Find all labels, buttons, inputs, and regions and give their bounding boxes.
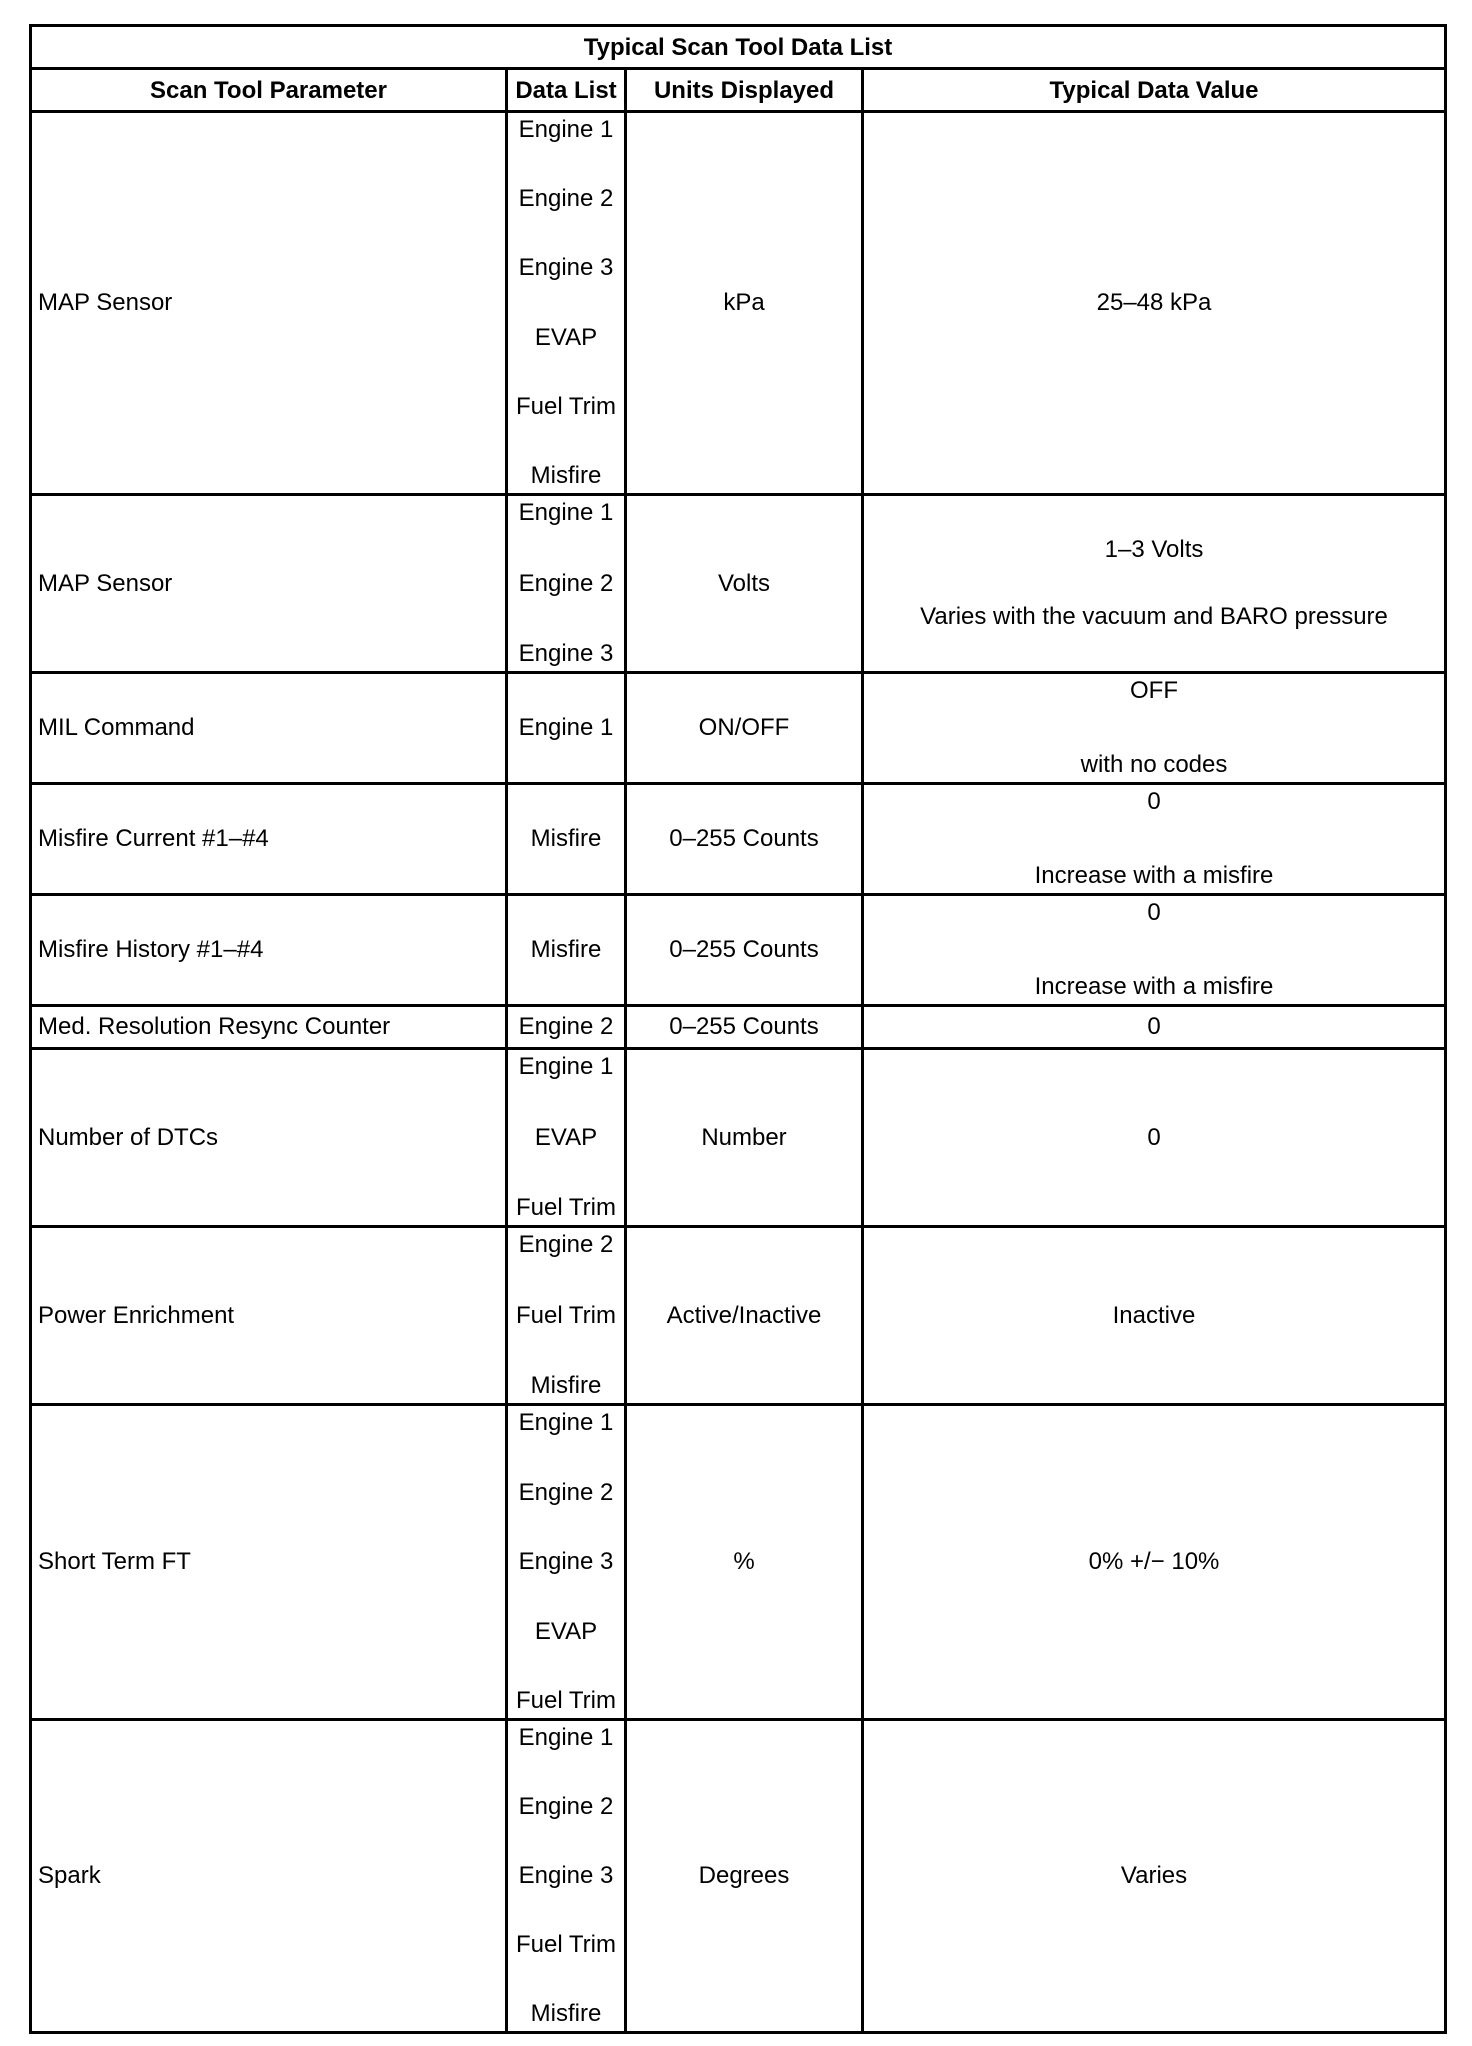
cell-data-list xyxy=(507,1006,626,1049)
table-row xyxy=(31,1227,1446,1405)
cell-typical-data-value xyxy=(863,673,1446,784)
header-units-displayed: Units Displayed xyxy=(626,69,863,112)
data-list-item: Engine 1 xyxy=(518,499,614,526)
typical-value-line: 0 xyxy=(1147,899,1161,926)
data-list-item: Engine 1 xyxy=(518,1409,614,1436)
typical-value-line: with no codes xyxy=(1080,751,1228,778)
typical-value-line: 0 xyxy=(1147,788,1161,815)
cell-scan-tool-parameter: Med. Resolution Resync Counter xyxy=(31,1006,507,1049)
data-list-item: Engine 3 xyxy=(518,640,614,667)
header-data-list: Data List xyxy=(507,69,626,112)
table-row xyxy=(31,784,1446,895)
table-row xyxy=(31,1720,1446,2033)
data-list-item: Engine 1 xyxy=(518,1053,614,1080)
data-list-item: Misfire xyxy=(530,1372,602,1399)
scan-tool-data-table xyxy=(29,24,1447,2034)
data-list-item: Engine 2 xyxy=(518,1793,614,1820)
table-row xyxy=(31,1405,1446,1720)
table-row xyxy=(31,1049,1446,1227)
cell-scan-tool-parameter: Number of DTCs xyxy=(31,1049,507,1227)
data-list-item: Engine 1 xyxy=(518,714,614,741)
cell-units-displayed: kPa xyxy=(626,112,863,495)
cell-scan-tool-parameter: Misfire History #1–#4 xyxy=(31,895,507,1006)
cell-units-displayed: Degrees xyxy=(626,1720,863,2033)
table-row xyxy=(31,673,1446,784)
typical-value-line: 1–3 Volts xyxy=(1104,536,1204,564)
data-list-item: EVAP xyxy=(534,1123,598,1151)
cell-units-displayed: 0–255 Counts xyxy=(626,895,863,1006)
table-row xyxy=(31,895,1446,1006)
cell-data-list xyxy=(507,1049,626,1227)
data-list-item: Misfire xyxy=(530,2000,602,2027)
cell-typical-data-value xyxy=(863,112,1446,495)
cell-data-list xyxy=(507,1227,626,1405)
cell-scan-tool-parameter: MAP Sensor xyxy=(31,495,507,673)
cell-scan-tool-parameter: Power Enrichment xyxy=(31,1227,507,1405)
data-list-item: Misfire xyxy=(530,825,602,852)
cell-data-list xyxy=(507,495,626,673)
cell-units-displayed: Number xyxy=(626,1049,863,1227)
cell-scan-tool-parameter: Short Term FT xyxy=(31,1405,507,1720)
typical-value-line: 0% +/− 10% xyxy=(1088,1548,1220,1575)
header-typical-data-value: Typical Data Value xyxy=(863,69,1446,112)
typical-value-line: OFF xyxy=(1130,677,1178,704)
cell-units-displayed: Active/Inactive xyxy=(626,1227,863,1405)
typical-value-line: Increase with a misfire xyxy=(1034,973,1274,1000)
table-body xyxy=(31,112,1446,2033)
typical-value-line: 0 xyxy=(1147,1123,1161,1151)
cell-scan-tool-parameter: Misfire Current #1–#4 xyxy=(31,784,507,895)
typical-value-line: Inactive xyxy=(1112,1301,1196,1329)
cell-scan-tool-parameter: MIL Command xyxy=(31,673,507,784)
data-list-item: EVAP xyxy=(534,323,598,351)
data-list-item: Engine 2 xyxy=(518,1478,614,1506)
cell-scan-tool-parameter: MAP Sensor xyxy=(31,112,507,495)
data-list-item: Misfire xyxy=(530,936,602,963)
cell-data-list xyxy=(507,895,626,1006)
cell-typical-data-value xyxy=(863,895,1446,1006)
cell-units-displayed: Volts xyxy=(626,495,863,673)
typical-value-line: Varies xyxy=(1120,1862,1188,1889)
data-list-item: Fuel Trim xyxy=(515,392,616,420)
cell-typical-data-value xyxy=(863,495,1446,673)
data-list-item: Fuel Trim xyxy=(515,1194,616,1221)
cell-typical-data-value xyxy=(863,1720,1446,2033)
cell-typical-data-value xyxy=(863,1006,1446,1049)
scan-tool-data-sheet xyxy=(29,24,1444,2034)
cell-data-list xyxy=(507,784,626,895)
table-row xyxy=(31,112,1446,495)
data-list-item: Engine 1 xyxy=(518,116,614,143)
header-scan-tool-parameter: Scan Tool Parameter xyxy=(31,69,507,112)
data-list-item: Fuel Trim xyxy=(515,1687,616,1714)
data-list-item: Engine 2 xyxy=(518,1231,614,1258)
cell-units-displayed: 0–255 Counts xyxy=(626,784,863,895)
data-list-item: Engine 3 xyxy=(518,254,614,282)
data-list-item: Engine 1 xyxy=(518,1724,614,1751)
cell-data-list xyxy=(507,1405,626,1720)
data-list-item: Fuel Trim xyxy=(515,1931,616,1958)
cell-typical-data-value xyxy=(863,1405,1446,1720)
cell-units-displayed: ON/OFF xyxy=(626,673,863,784)
data-list-item: Fuel Trim xyxy=(515,1301,616,1329)
cell-typical-data-value xyxy=(863,784,1446,895)
data-list-item: Engine 3 xyxy=(518,1862,614,1889)
cell-units-displayed: % xyxy=(626,1405,863,1720)
table-title: Typical Scan Tool Data List xyxy=(31,26,1446,69)
cell-typical-data-value xyxy=(863,1049,1446,1227)
typical-value-line: 25–48 kPa xyxy=(1096,289,1212,316)
data-list-item: Engine 3 xyxy=(518,1548,614,1575)
typical-value-line: Increase with a misfire xyxy=(1034,862,1274,889)
cell-units-displayed: 0–255 Counts xyxy=(626,1006,863,1049)
cell-data-list xyxy=(507,1720,626,2033)
table-row xyxy=(31,1006,1446,1049)
cell-scan-tool-parameter: Spark xyxy=(31,1720,507,2033)
data-list-item: Engine 2 xyxy=(518,1013,614,1040)
data-list-item: Engine 2 xyxy=(518,185,614,213)
typical-value-line: Varies with the vacuum and BARO pressure xyxy=(920,602,1388,630)
table-row xyxy=(31,495,1446,673)
data-list-item: Misfire xyxy=(530,461,602,489)
cell-data-list xyxy=(507,673,626,784)
cell-typical-data-value xyxy=(863,1227,1446,1405)
typical-value-line: 0 xyxy=(1147,1013,1161,1040)
data-list-item: EVAP xyxy=(534,1617,598,1645)
data-list-item: Engine 2 xyxy=(518,569,614,597)
cell-data-list xyxy=(507,112,626,495)
